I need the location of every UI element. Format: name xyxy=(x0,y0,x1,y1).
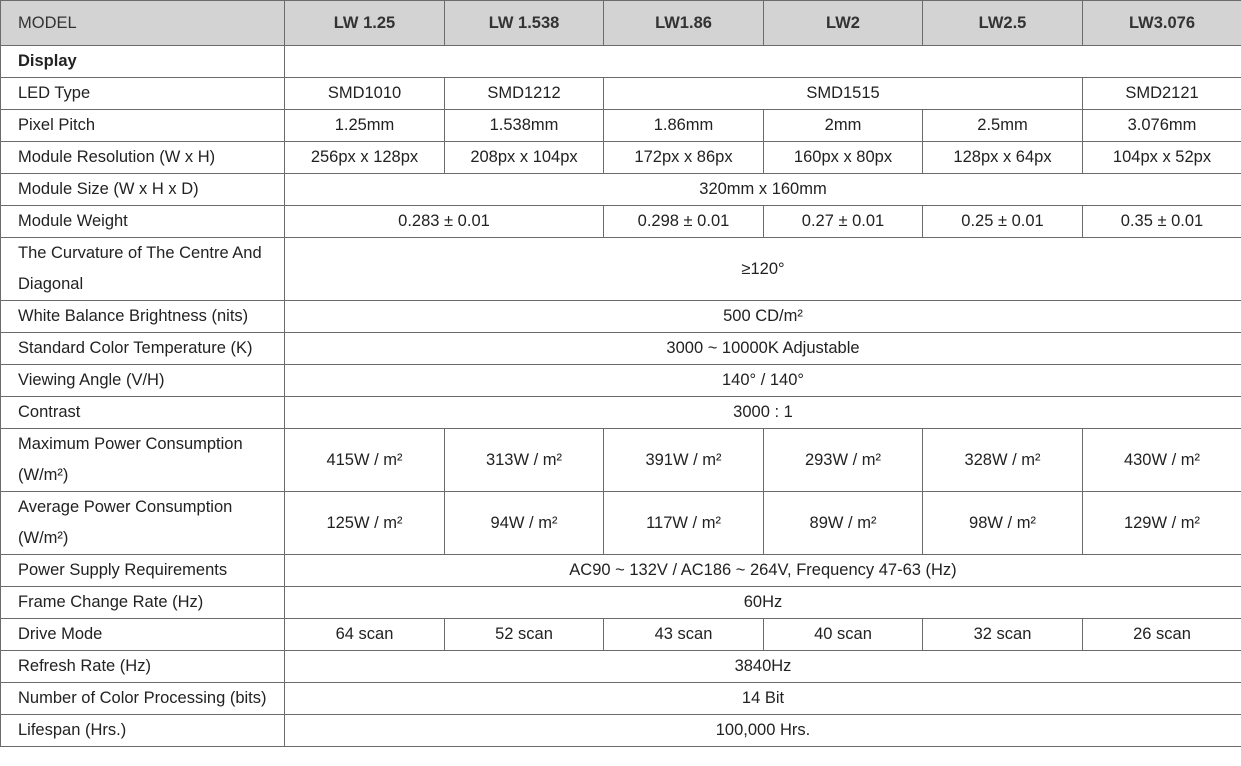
spec-value-cell: AC90 ~ 132V / AC186 ~ 264V, Frequency 47-63 (Hz) xyxy=(285,555,1241,587)
row-label: Module Size (W x H x D) xyxy=(1,174,285,206)
spec-value-cell: 129W / m² xyxy=(1083,492,1241,555)
spec-value-cell: 64 scan xyxy=(285,619,445,651)
table-row xyxy=(1,683,1241,715)
spec-value-cell: 40 scan xyxy=(764,619,923,651)
spec-table-body xyxy=(1,46,1241,747)
table-row xyxy=(1,365,1241,397)
spec-value-cell: 0.298 ± 0.01 xyxy=(604,206,764,238)
spec-value-cell: 160px x 80px xyxy=(764,142,923,174)
model-column-header: LW3.076 xyxy=(1083,1,1241,46)
row-label: Standard Color Temperature (K) xyxy=(1,333,285,365)
spec-value-cell: 500 CD/m² xyxy=(285,301,1241,333)
spec-value-cell: 117W / m² xyxy=(604,492,764,555)
spec-value-cell: 14 Bit xyxy=(285,683,1241,715)
row-label: Module Resolution (W x H) xyxy=(1,142,285,174)
spec-value-cell: 1.86mm xyxy=(604,110,764,142)
spec-value-cell: 2.5mm xyxy=(923,110,1083,142)
spec-value-cell: ≥120° xyxy=(285,238,1241,301)
spec-value-cell: 3000 ~ 10000K Adjustable xyxy=(285,333,1241,365)
spec-value-cell: 208px x 104px xyxy=(445,142,604,174)
row-label: Module Weight xyxy=(1,206,285,238)
spec-value-cell: 52 scan xyxy=(445,619,604,651)
row-label: Number of Color Processing (bits) xyxy=(1,683,285,715)
spec-value-cell: 328W / m² xyxy=(923,429,1083,492)
table-row xyxy=(1,587,1241,619)
spec-value-cell: 98W / m² xyxy=(923,492,1083,555)
model-column-header: LW1.86 xyxy=(604,1,764,46)
row-label: Lifespan (Hrs.) xyxy=(1,715,285,747)
table-row xyxy=(1,715,1241,747)
table-row xyxy=(1,333,1241,365)
spec-value-cell: 3000 : 1 xyxy=(285,397,1241,429)
model-column-header: LW2 xyxy=(764,1,923,46)
spec-value-cell: 140° / 140° xyxy=(285,365,1241,397)
spec-value-cell: 415W / m² xyxy=(285,429,445,492)
table-row xyxy=(1,619,1241,651)
table-row xyxy=(1,555,1241,587)
spec-value-cell: 3.076mm xyxy=(1083,110,1241,142)
row-label: The Curvature of The Centre And Diagonal xyxy=(1,238,285,301)
spec-value-cell: 0.35 ± 0.01 xyxy=(1083,206,1241,238)
spec-value-cell: 94W / m² xyxy=(445,492,604,555)
table-row xyxy=(1,78,1241,110)
table-row xyxy=(1,142,1241,174)
row-label: Frame Change Rate (Hz) xyxy=(1,587,285,619)
row-label: Drive Mode xyxy=(1,619,285,651)
spec-value-cell: 430W / m² xyxy=(1083,429,1241,492)
spec-value-cell: SMD1010 xyxy=(285,78,445,110)
section-blank-cell xyxy=(285,46,1241,78)
model-column-header: LW 1.538 xyxy=(445,1,604,46)
spec-value-cell: 0.283 ± 0.01 xyxy=(285,206,604,238)
spec-value-cell: 60Hz xyxy=(285,587,1241,619)
table-row xyxy=(1,429,1241,492)
spec-value-cell: 26 scan xyxy=(1083,619,1241,651)
spec-value-cell: SMD2121 xyxy=(1083,78,1241,110)
spec-value-cell: 43 scan xyxy=(604,619,764,651)
spec-value-cell: 104px x 52px xyxy=(1083,142,1241,174)
section-title: Display xyxy=(1,46,285,78)
spec-value-cell: 313W / m² xyxy=(445,429,604,492)
spec-value-cell: 391W / m² xyxy=(604,429,764,492)
spec-value-cell: 125W / m² xyxy=(285,492,445,555)
row-label: White Balance Brightness (nits) xyxy=(1,301,285,333)
row-label: Average Power Consumption (W/m²) xyxy=(1,492,285,555)
model-column-header: LW 1.25 xyxy=(285,1,445,46)
spec-value-cell: 172px x 86px xyxy=(604,142,764,174)
table-row xyxy=(1,206,1241,238)
spec-value-cell: 256px x 128px xyxy=(285,142,445,174)
spec-value-cell: 0.27 ± 0.01 xyxy=(764,206,923,238)
spec-value-cell: 128px x 64px xyxy=(923,142,1083,174)
spec-value-cell: SMD1212 xyxy=(445,78,604,110)
row-label: Refresh Rate (Hz) xyxy=(1,651,285,683)
spec-value-cell: 293W / m² xyxy=(764,429,923,492)
spec-value-cell: 1.25mm xyxy=(285,110,445,142)
table-row xyxy=(1,238,1241,301)
header-row xyxy=(1,1,1241,46)
spec-value-cell: 100,000 Hrs. xyxy=(285,715,1241,747)
row-label: Power Supply Requirements xyxy=(1,555,285,587)
row-label: LED Type xyxy=(1,78,285,110)
table-row xyxy=(1,301,1241,333)
row-label: Contrast xyxy=(1,397,285,429)
table-row xyxy=(1,397,1241,429)
table-row xyxy=(1,651,1241,683)
row-label: Pixel Pitch xyxy=(1,110,285,142)
row-label: Viewing Angle (V/H) xyxy=(1,365,285,397)
model-header: MODEL xyxy=(1,1,285,46)
row-label: Maximum Power Consumption (W/m²) xyxy=(1,429,285,492)
spec-value-cell: 1.538mm xyxy=(445,110,604,142)
spec-value-cell: 3840Hz xyxy=(285,651,1241,683)
spec-value-cell: 89W / m² xyxy=(764,492,923,555)
section-row-display xyxy=(1,46,1241,78)
model-column-header: LW2.5 xyxy=(923,1,1083,46)
spec-value-cell: 2mm xyxy=(764,110,923,142)
spec-value-cell: SMD1515 xyxy=(604,78,1083,110)
spec-value-cell: 320mm x 160mm xyxy=(285,174,1241,206)
spec-value-cell: 32 scan xyxy=(923,619,1083,651)
spec-value-cell: 0.25 ± 0.01 xyxy=(923,206,1083,238)
table-row xyxy=(1,492,1241,555)
table-row xyxy=(1,110,1241,142)
table-row xyxy=(1,174,1241,206)
